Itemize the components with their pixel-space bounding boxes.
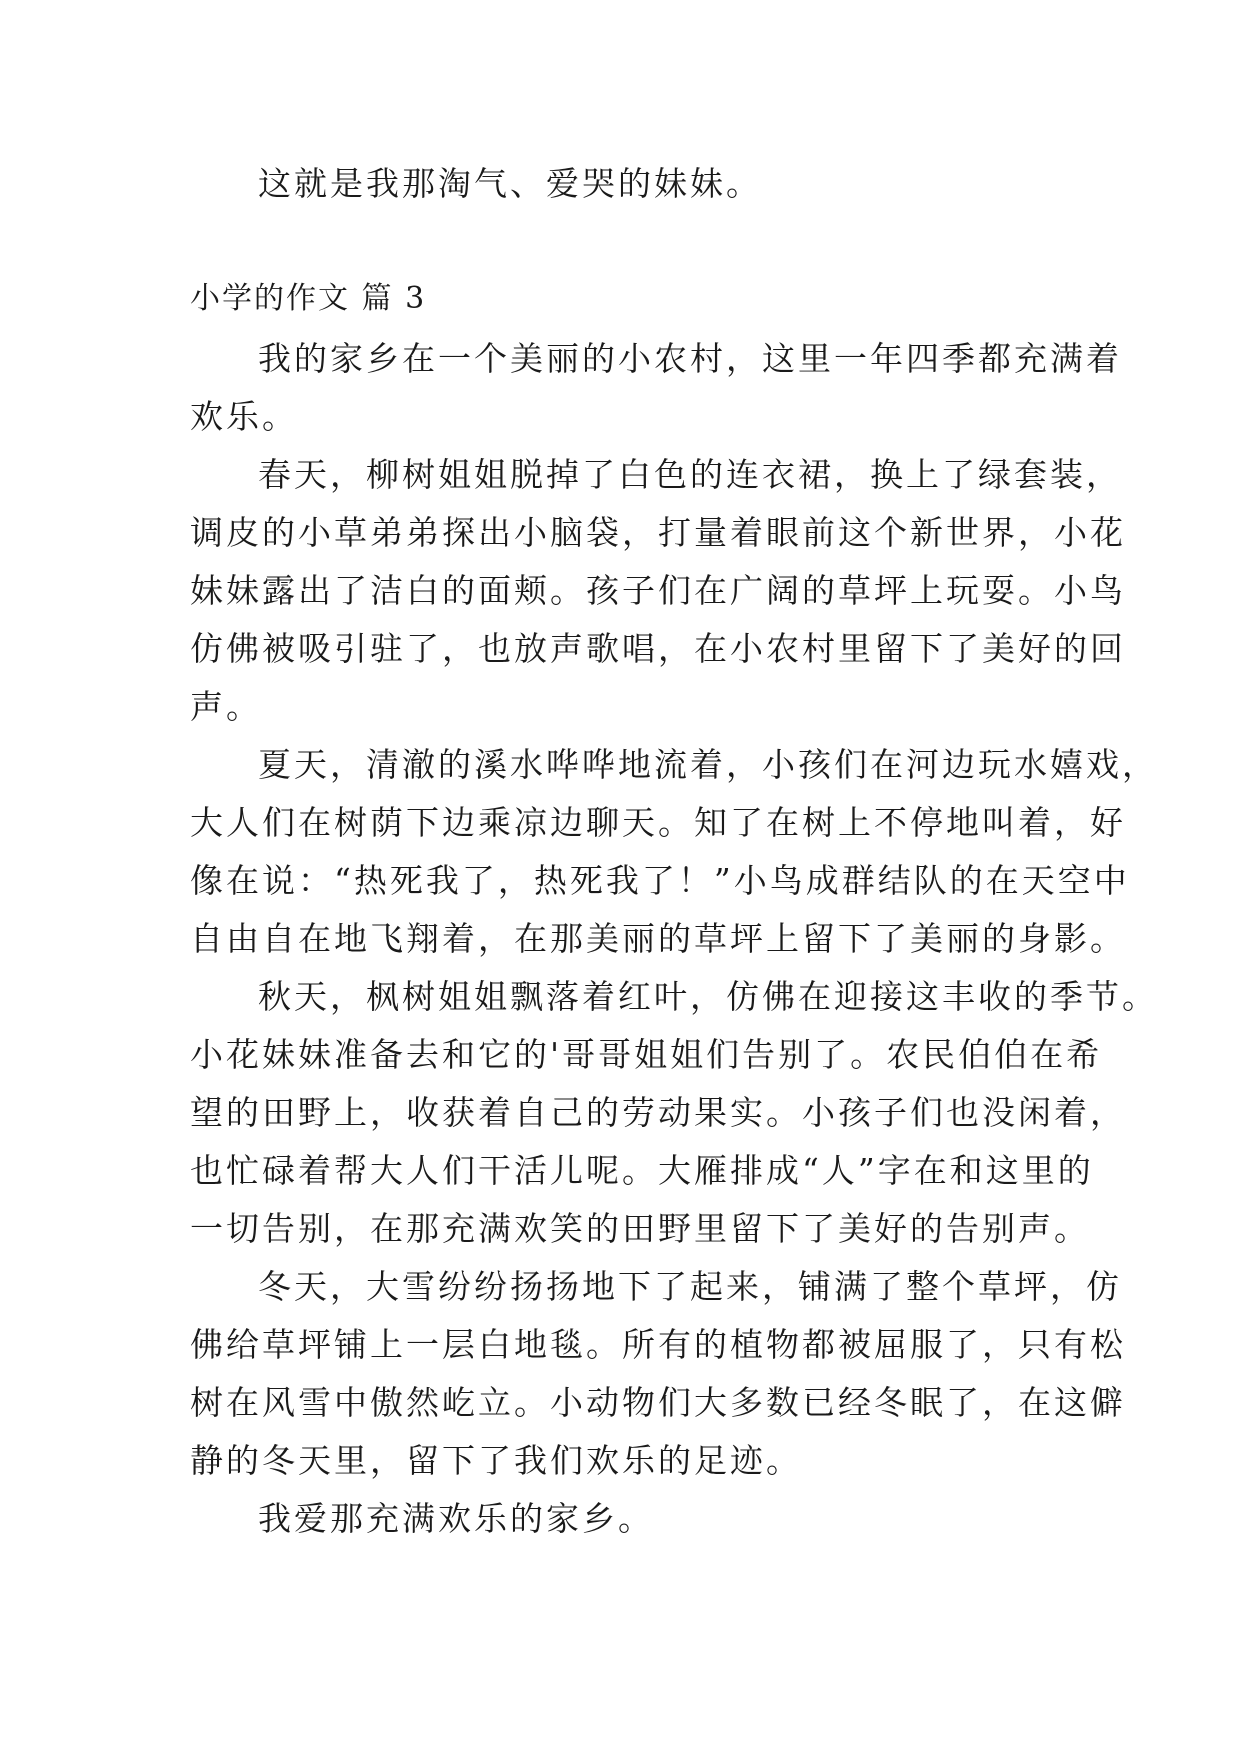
section-heading: 小学的作文 篇 3	[190, 281, 427, 316]
paragraph-line: 像在说：“热死我了，热死我了！”小鸟成群结队的在天空中	[190, 861, 1130, 900]
paragraph-line: 欢乐。	[190, 397, 298, 436]
paragraph-line: 妹妹露出了洁白的面颊。孩子们在广阔的草坪上玩耍。小鸟	[190, 571, 1126, 610]
previous-essay-closing	[190, 155, 1070, 213]
essay-body	[190, 330, 1158, 1548]
paragraph-line: 大人们在树荫下边乘凉边聊天。知了在树上不停地叫着，好	[190, 803, 1126, 842]
paragraph-line: 这就是我那淘气、爱哭的妹妹。	[258, 164, 762, 203]
paragraph-line: 一切告别，在那充满欢笑的田野里留下了美好的告别声。	[190, 1209, 1090, 1248]
paragraph-line: 夏天，清澈的溪水哗哗地流着，小孩们在河边玩水嬉戏，	[258, 745, 1158, 784]
paragraph-line: 我爱那充满欢乐的家乡。	[258, 1499, 654, 1538]
paragraph-line: 声。	[190, 687, 262, 726]
paragraph-line: 小花妹妹准备去和它的'哥哥姐姐们告别了。农民伯伯在希	[190, 1035, 1103, 1074]
paragraph-line: 树在风雪中傲然屹立。小动物们大多数已经冬眠了，在这僻	[190, 1383, 1126, 1422]
paragraph-line: 仿佛被吸引驻了，也放声歌唱，在小农村里留下了美好的回	[190, 629, 1126, 668]
paragraph-line: 静的冬天里，留下了我们欢乐的足迹。	[190, 1441, 802, 1480]
paragraph-line: 望的田野上，收获着自己的劳动果实。小孩子们也没闲着，	[190, 1093, 1126, 1132]
paragraph-line: 佛给草坪铺上一层白地毯。所有的植物都被屈服了，只有松	[190, 1325, 1126, 1364]
paragraph-line: 也忙碌着帮大人们干活儿呢。大雁排成“人”字在和这里的	[190, 1151, 1094, 1190]
paragraph-line: 冬天，大雪纷纷扬扬地下了起来，铺满了整个草坪，仿	[258, 1267, 1122, 1306]
paragraph-line: 我的家乡在一个美丽的小农村，这里一年四季都充满着	[258, 339, 1122, 378]
paragraph-line: 春天，柳树姐姐脱掉了白色的连衣裙，换上了绿套装，	[258, 455, 1122, 494]
paragraph-line: 调皮的小草弟弟探出小脑袋，打量着眼前这个新世界，小花	[190, 513, 1126, 552]
paragraph-line: 秋天，枫树姐姐飘落着红叶，仿佛在迎接这丰收的季节。	[258, 977, 1158, 1016]
paragraph-line: 自由自在地飞翔着，在那美丽的草坪上留下了美丽的身影。	[190, 919, 1126, 958]
